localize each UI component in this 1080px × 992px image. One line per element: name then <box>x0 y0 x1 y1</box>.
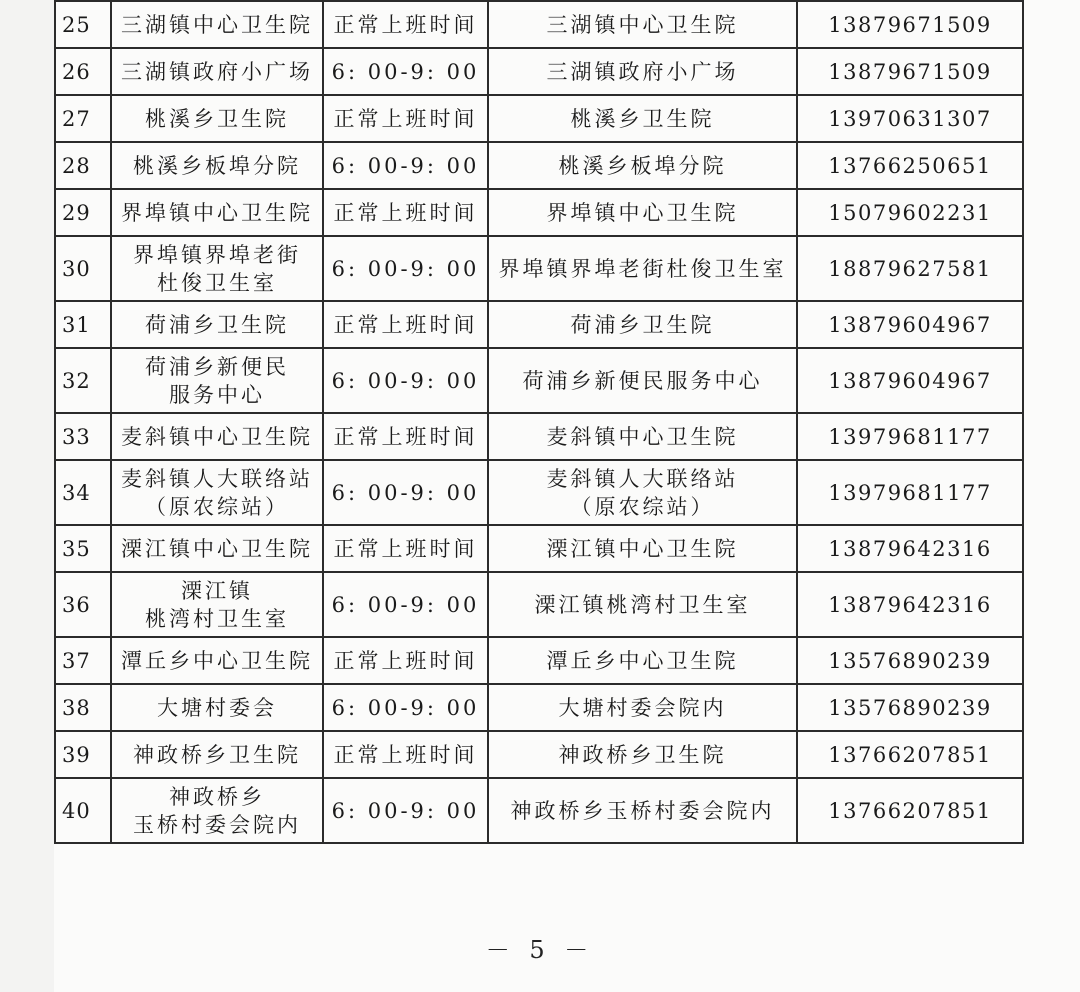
table-row <box>55 1 1023 48</box>
row-number: 27 <box>55 95 111 142</box>
table-body <box>55 1 1023 843</box>
table-row <box>55 460 1023 525</box>
location-cell <box>488 572 797 637</box>
contact-phone-cell: 13766207851 <box>797 778 1023 843</box>
table-row <box>55 731 1023 778</box>
site-name-cell <box>111 525 323 572</box>
service-time-cell: 6: 00-9: 00 <box>323 48 488 95</box>
service-time-cell: 6: 00-9: 00 <box>323 236 488 301</box>
row-number: 37 <box>55 637 111 684</box>
site-name-line: 界埠镇中心卫生院 <box>121 200 313 225</box>
site-name-cell <box>111 189 323 236</box>
site-name-line: （原农综站） <box>145 494 289 519</box>
service-time-cell: 6: 00-9: 00 <box>323 142 488 189</box>
location-line: 界埠镇界埠老街杜俊卫生室 <box>498 256 787 281</box>
table-row <box>55 778 1023 843</box>
location-line: 桃溪乡卫生院 <box>570 106 715 131</box>
table-row <box>55 48 1023 95</box>
site-name-cell <box>111 1 323 48</box>
site-name-line: 溧江镇中心卫生院 <box>121 536 313 561</box>
service-time-cell: 正常上班时间 <box>323 637 488 684</box>
table-row <box>55 572 1023 637</box>
table-row <box>55 142 1023 189</box>
table-row <box>55 348 1023 413</box>
service-time-cell: 6: 00-9: 00 <box>323 460 488 525</box>
location-cell <box>488 142 797 189</box>
table-row <box>55 95 1023 142</box>
location-cell <box>488 731 797 778</box>
site-name-cell <box>111 95 323 142</box>
site-name-cell <box>111 142 323 189</box>
location-line: （原农综站） <box>570 494 715 519</box>
site-name-line: 麦斜镇人大联络站 <box>121 466 313 491</box>
site-name-line: 大塘村委会 <box>157 695 277 720</box>
location-cell <box>488 525 797 572</box>
site-name-cell <box>111 778 323 843</box>
table-container <box>54 0 1022 844</box>
location-line: 神政桥乡卫生院 <box>558 742 727 767</box>
table-row <box>55 236 1023 301</box>
row-number: 29 <box>55 189 111 236</box>
row-number: 30 <box>55 236 111 301</box>
site-name-line: 桃溪乡卫生院 <box>145 106 289 131</box>
contact-phone-cell: 13879642316 <box>797 572 1023 637</box>
site-name-cell <box>111 413 323 460</box>
table-row <box>55 637 1023 684</box>
row-number: 28 <box>55 142 111 189</box>
contact-phone-cell: 13970631307 <box>797 95 1023 142</box>
site-name-line: 服务中心 <box>169 382 265 407</box>
site-name-line: 荷浦乡新便民 <box>145 354 289 379</box>
page-number: － 5 － <box>485 936 595 964</box>
row-number: 35 <box>55 525 111 572</box>
location-cell <box>488 778 797 843</box>
contact-phone-cell: 13576890239 <box>797 684 1023 731</box>
location-cell <box>488 301 797 348</box>
contact-phone-cell: 13879642316 <box>797 525 1023 572</box>
contact-phone-cell: 13766207851 <box>797 731 1023 778</box>
site-name-line: 神政桥乡卫生院 <box>133 742 301 767</box>
location-line: 荷浦乡卫生院 <box>570 312 715 337</box>
location-line: 神政桥乡玉桥村委会院内 <box>510 798 775 823</box>
location-cell <box>488 637 797 684</box>
contact-phone-cell: 13576890239 <box>797 637 1023 684</box>
row-number: 31 <box>55 301 111 348</box>
row-number: 32 <box>55 348 111 413</box>
contact-phone-cell: 18879627581 <box>797 236 1023 301</box>
contact-phone-cell: 13979681177 <box>797 413 1023 460</box>
location-line: 麦斜镇中心卫生院 <box>546 424 739 449</box>
site-name-line: 杜俊卫生室 <box>157 270 277 295</box>
service-time-cell: 6: 00-9: 00 <box>323 348 488 413</box>
row-number: 26 <box>55 48 111 95</box>
service-time-cell: 6: 00-9: 00 <box>323 572 488 637</box>
row-number: 36 <box>55 572 111 637</box>
location-line: 三湖镇政府小广场 <box>546 59 739 84</box>
location-cell <box>488 236 797 301</box>
site-name-line: 界埠镇界埠老街 <box>133 242 301 267</box>
site-name-line: 三湖镇中心卫生院 <box>121 12 313 37</box>
location-cell <box>488 348 797 413</box>
location-cell <box>488 460 797 525</box>
site-name-cell <box>111 301 323 348</box>
location-line: 三湖镇中心卫生院 <box>546 12 739 37</box>
table-row <box>55 413 1023 460</box>
service-time-cell: 正常上班时间 <box>323 525 488 572</box>
vaccination-sites-table <box>54 0 1024 844</box>
row-number: 38 <box>55 684 111 731</box>
service-time-cell: 6: 00-9: 00 <box>323 778 488 843</box>
row-number: 40 <box>55 778 111 843</box>
site-name-cell <box>111 348 323 413</box>
site-name-cell <box>111 572 323 637</box>
location-cell <box>488 1 797 48</box>
contact-phone-cell: 13879671509 <box>797 1 1023 48</box>
site-name-cell <box>111 48 323 95</box>
site-name-line: 神政桥乡 <box>169 784 265 809</box>
location-cell <box>488 189 797 236</box>
contact-phone-cell: 13879604967 <box>797 301 1023 348</box>
site-name-line: 荷浦乡卫生院 <box>145 312 289 337</box>
site-name-line: 桃湾村卫生室 <box>145 606 289 631</box>
contact-phone-cell: 15079602231 <box>797 189 1023 236</box>
site-name-cell <box>111 731 323 778</box>
location-line: 桃溪乡板埠分院 <box>558 153 727 178</box>
location-cell <box>488 413 797 460</box>
location-line: 荷浦乡新便民服务中心 <box>522 368 763 393</box>
table-row <box>55 189 1023 236</box>
site-name-cell <box>111 684 323 731</box>
site-name-line: 潭丘乡中心卫生院 <box>121 648 313 673</box>
service-time-cell: 正常上班时间 <box>323 413 488 460</box>
service-time-cell: 正常上班时间 <box>323 1 488 48</box>
row-number: 39 <box>55 731 111 778</box>
table-row <box>55 684 1023 731</box>
contact-phone-cell: 13879671509 <box>797 48 1023 95</box>
service-time-cell: 正常上班时间 <box>323 189 488 236</box>
site-name-line: 溧江镇 <box>181 578 253 603</box>
site-name-cell <box>111 236 323 301</box>
location-line: 界埠镇中心卫生院 <box>546 200 739 225</box>
row-number: 25 <box>55 1 111 48</box>
location-line: 潭丘乡中心卫生院 <box>546 648 739 673</box>
site-name-line: 麦斜镇中心卫生院 <box>121 424 313 449</box>
service-time-cell: 正常上班时间 <box>323 731 488 778</box>
location-cell <box>488 95 797 142</box>
scan-edge <box>0 0 54 992</box>
site-name-line: 玉桥村委会院内 <box>133 812 301 837</box>
contact-phone-cell: 13879604967 <box>797 348 1023 413</box>
site-name-line: 三湖镇政府小广场 <box>121 59 313 84</box>
service-time-cell: 正常上班时间 <box>323 301 488 348</box>
location-line: 溧江镇中心卫生院 <box>546 536 739 561</box>
site-name-cell <box>111 460 323 525</box>
location-cell <box>488 684 797 731</box>
site-name-line: 桃溪乡板埠分院 <box>133 153 301 178</box>
table-row <box>55 301 1023 348</box>
row-number: 33 <box>55 413 111 460</box>
location-line: 大塘村委会院内 <box>558 695 727 720</box>
site-name-cell <box>111 637 323 684</box>
row-number: 34 <box>55 460 111 525</box>
contact-phone-cell: 13979681177 <box>797 460 1023 525</box>
location-line: 麦斜镇人大联络站 <box>546 466 739 491</box>
location-line: 溧江镇桃湾村卫生室 <box>534 592 751 617</box>
service-time-cell: 正常上班时间 <box>323 95 488 142</box>
service-time-cell: 6: 00-9: 00 <box>323 684 488 731</box>
table-row <box>55 525 1023 572</box>
contact-phone-cell: 13766250651 <box>797 142 1023 189</box>
location-cell <box>488 48 797 95</box>
